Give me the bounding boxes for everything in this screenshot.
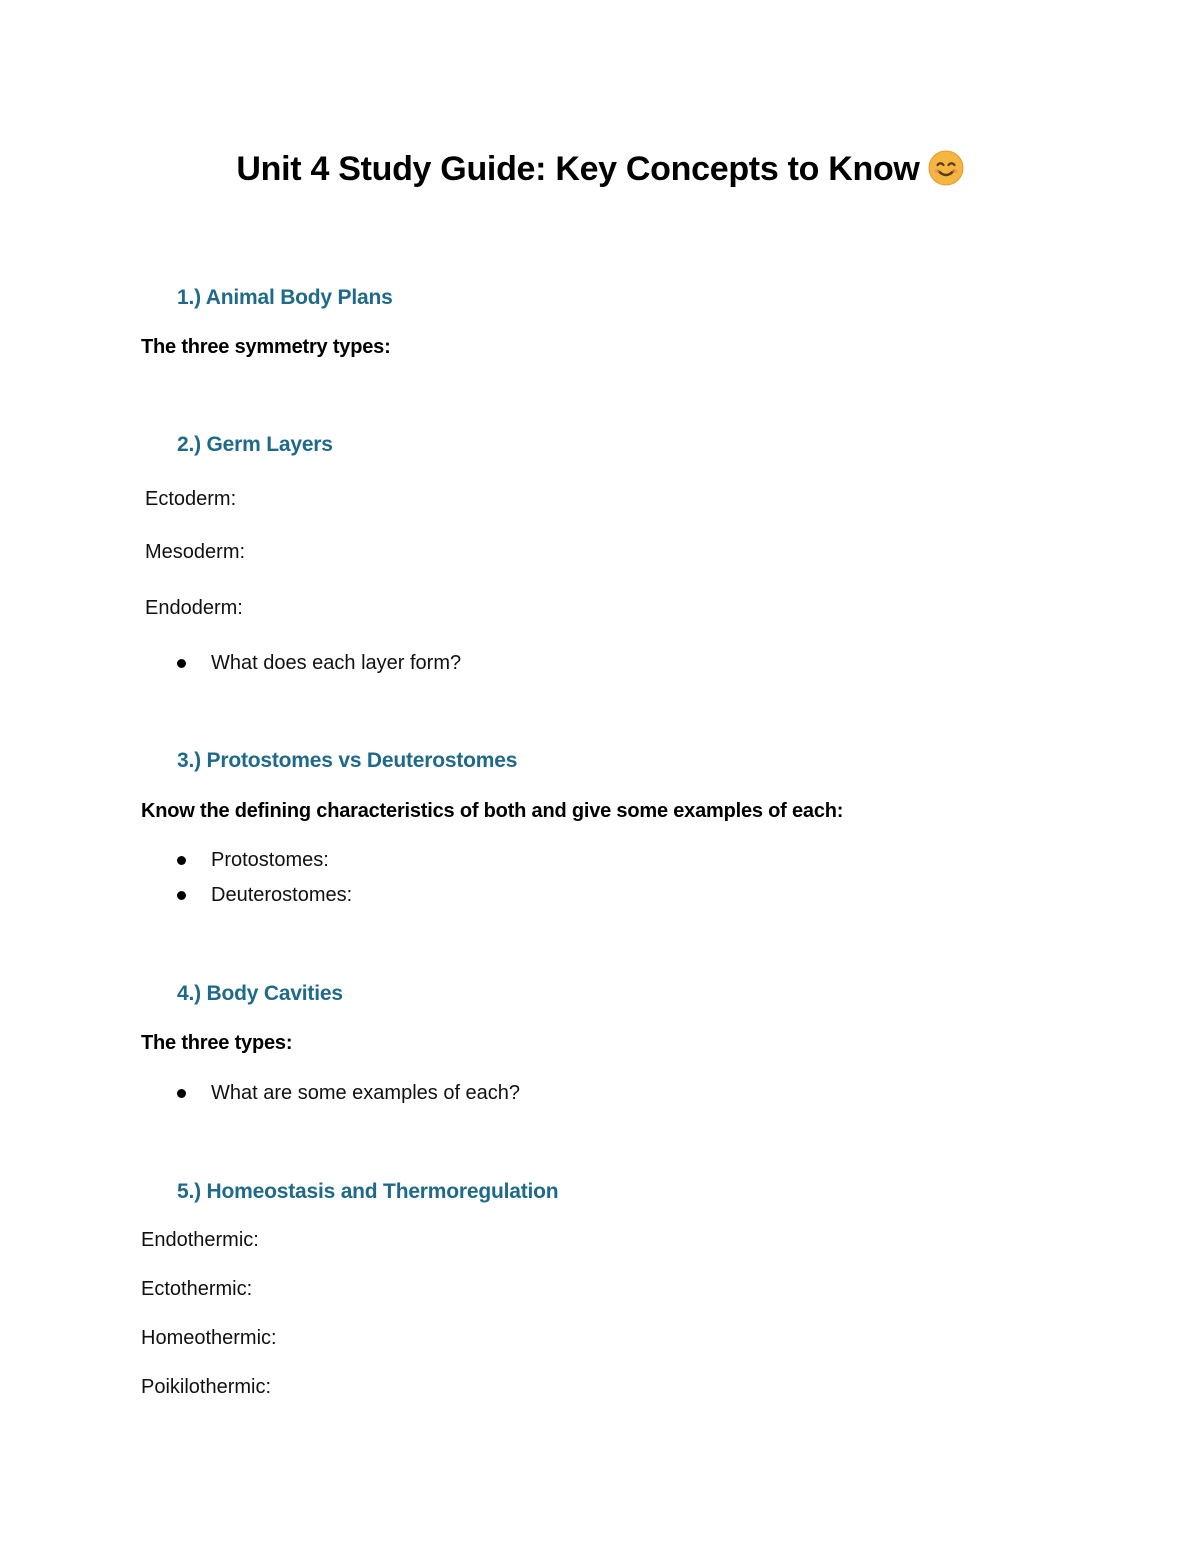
section-3-bullet-deuterostomes: Deuterostomes: bbox=[211, 884, 353, 906]
section-2-bullet: What does each layer form? bbox=[211, 652, 462, 674]
section-2-heading: 2.) Germ Layers bbox=[177, 433, 333, 456]
section-3-prompt: Know the defining characteristics of both and give some examples of each: bbox=[141, 800, 844, 822]
page-title-text: Unit 4 Study Guide: Key Concepts to Know bbox=[236, 150, 920, 188]
page-title bbox=[0, 147, 1200, 191]
thermo-endothermic: Endothermic: bbox=[141, 1229, 259, 1251]
smiling-face-icon bbox=[928, 150, 964, 186]
bullet-icon bbox=[177, 891, 186, 900]
section-4-heading: 4.) Body Cavities bbox=[177, 982, 343, 1005]
section-4-bullet: What are some examples of each? bbox=[211, 1082, 521, 1104]
thermo-ectothermic: Ectothermic: bbox=[141, 1278, 253, 1300]
section-1-heading: 1.) Animal Body Plans bbox=[177, 286, 393, 309]
section-1-prompt: The three symmetry types: bbox=[141, 336, 391, 358]
thermo-homeothermic: Homeothermic: bbox=[141, 1327, 277, 1349]
thermo-poikilothermic: Poikilothermic: bbox=[141, 1376, 272, 1398]
section-5-heading: 5.) Homeostasis and Thermoregulation bbox=[177, 1180, 559, 1203]
germ-layer-ectoderm: Ectoderm: bbox=[145, 488, 237, 510]
bullet-icon bbox=[177, 1089, 186, 1098]
section-3-heading: 3.) Protostomes vs Deuterostomes bbox=[177, 749, 518, 772]
germ-layer-mesoderm: Mesoderm: bbox=[145, 541, 246, 563]
section-3-bullet-protostomes: Protostomes: bbox=[211, 849, 329, 871]
bullet-icon bbox=[177, 856, 186, 865]
section-4-prompt: The three types: bbox=[141, 1032, 293, 1054]
germ-layer-endoderm: Endoderm: bbox=[145, 597, 243, 619]
bullet-icon bbox=[177, 659, 186, 668]
